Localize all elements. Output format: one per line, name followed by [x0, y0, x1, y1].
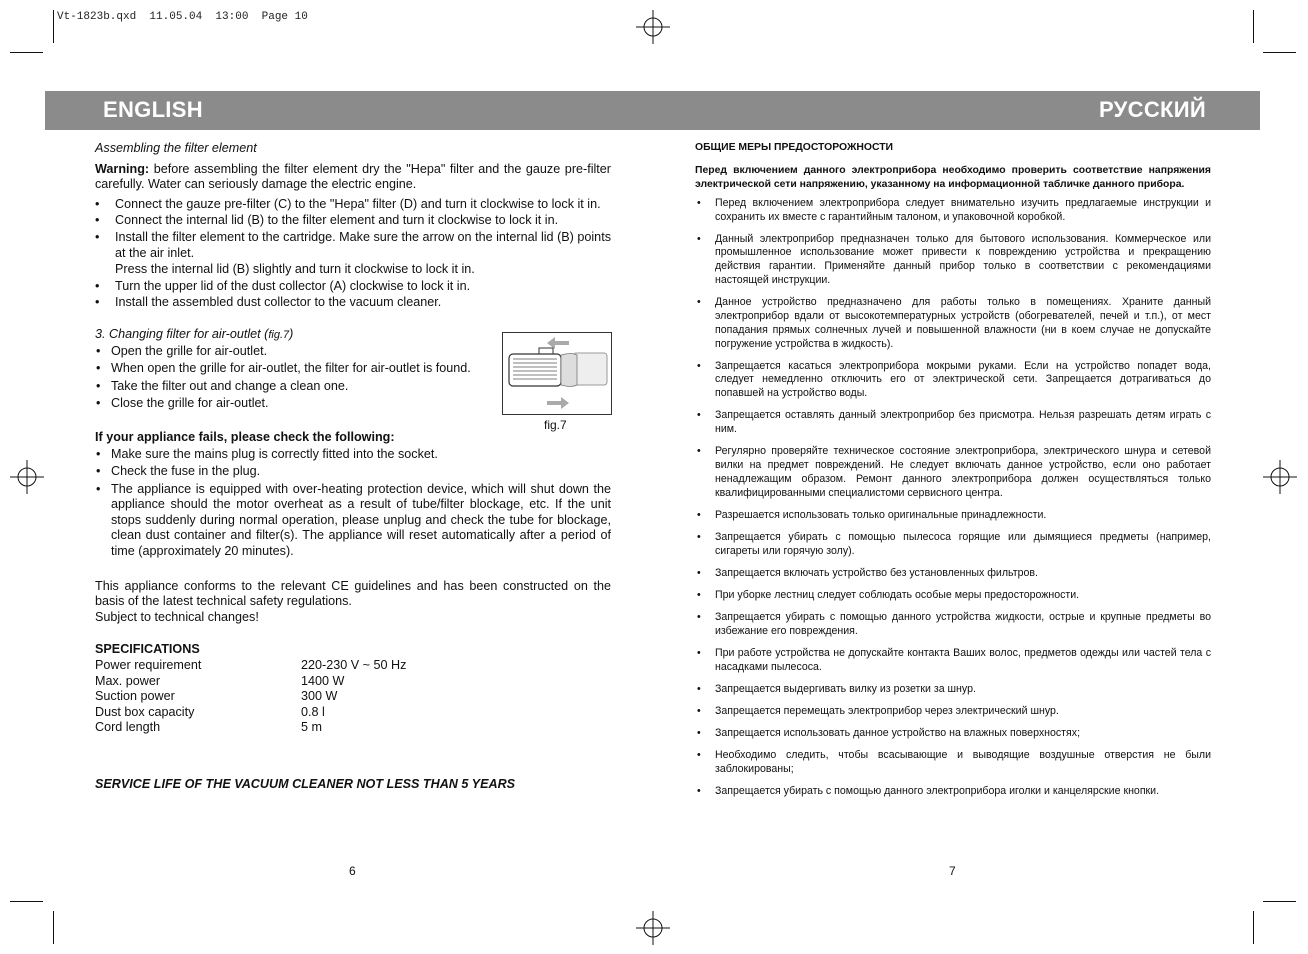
list-item: • Make sure the mains plug is correctly fitted into the socket.: [95, 447, 611, 463]
fails-steps: [95, 447, 611, 560]
list-item: • Запрещается убирать с помощью данного устройства жидкости, острые и крупные предметы во избежание его повреждения.: [695, 611, 1211, 639]
crop-mark: [1253, 911, 1254, 944]
registration-mark-left: [10, 460, 44, 494]
spec-value: 1400 W: [301, 673, 345, 688]
crop-mark: [10, 52, 43, 53]
list-item: • Запрещается выдергивать вилку из розетки за шнур.: [695, 683, 1211, 697]
figure-caption: fig.7: [544, 418, 567, 432]
fails-title: If your appliance fails, please check the following:: [95, 429, 395, 444]
list-item: • Запрещается использовать данное устройство на влажных поверхностях;: [695, 727, 1211, 741]
print-slug: Vt-1823b.qxd 11.05.04 13:00 Page 10: [57, 11, 308, 23]
header-russian: РУССКИЙ: [1099, 97, 1206, 122]
page-number-left: 6: [349, 864, 356, 878]
list-item: • Регулярно проверяйте техническое состояние электроприбора, электрического шнура и сетевой вилки на предмет повреждений. Не следует включать данное устройство, если оно работает ненадлежащим образом. Ремонт данного электроприбора должен осуществляться только квалифицированными специалистоми сервисного центра.: [695, 445, 1211, 500]
conformity-text: This appliance conforms to the relevant CE guidelines and has been constructed on the basis of the latest technical safety regulations.: [95, 578, 611, 609]
list-item: • Перед включением электроприбора следует внимательно изучить предлагаемые инструкции и сохранить их вместе с гарантийным талоном, и упаковочной коробкой.: [695, 197, 1211, 225]
filter-illustration: [503, 333, 611, 414]
registration-mark-top: [636, 10, 670, 44]
list-item: • Connect the gauze pre-filter (C) to the "Hepa" filter (D) and turn it clockwise to lock it in.: [95, 197, 611, 213]
changing-title-text: 3. Changing filter for air-outlet (: [95, 326, 269, 341]
russian-column: [695, 141, 1211, 807]
table-row: [95, 720, 406, 736]
header-english: ENGLISH: [103, 97, 203, 122]
spec-value: 0.8 l: [301, 704, 325, 719]
list-item: • Разрешается использовать только оригинальные принадлежности.: [695, 509, 1211, 523]
spec-title: SPECIFICATIONS: [95, 642, 200, 657]
crop-mark: [1253, 10, 1254, 43]
changing-steps: [95, 344, 495, 412]
figure-7: [502, 332, 612, 415]
spec-value: 220-230 V ~ 50 Hz: [301, 658, 407, 673]
table-row: [95, 674, 406, 690]
language-banner: [45, 91, 1260, 130]
list-item: • Запрещается оставлять данный электроприбор без присмотра. Нельзя разрешать детям играть с ним.: [695, 409, 1211, 437]
list-item: • Install the filter element to the cartridge. Make sure the arrow on the internal lid (B) points at the air inlet.: [95, 230, 611, 261]
spec-label: Power requirement: [95, 658, 202, 673]
subject-text: Subject to technical changes!: [95, 609, 259, 624]
crop-mark: [10, 901, 43, 902]
list-item: • Запрещается касаться электроприбора мокрыми руками. Если на устройство попадет вода, следует немедленно отключить его от электрической сети. Запрещается дотрагиваться до попавшей на устройство воды.: [695, 360, 1211, 401]
crop-mark: [1263, 901, 1296, 902]
crop-mark: [1263, 52, 1296, 53]
list-item: • Необходимо следить, чтобы всасывающие и выводящие воздушные отверстия не были заблокированы;: [695, 749, 1211, 777]
registration-mark-bottom: [636, 911, 670, 945]
changing-title-close: ): [289, 326, 294, 341]
assembling-steps: [95, 197, 611, 261]
list-item: • Запрещается включать устройство без установленных фильтров.: [695, 567, 1211, 581]
page-number-right: 7: [949, 864, 956, 878]
assembling-steps-2: [95, 279, 611, 311]
crop-mark: [53, 10, 54, 43]
ru-precautions-list: [695, 197, 1211, 799]
ru-title: ОБЩИЕ МЕРЫ ПРЕДОСТОРОЖНОСТИ: [695, 142, 894, 153]
list-item: • Take the filter out and change a clean one.: [95, 379, 495, 395]
list-item: • Open the grille for air-outlet.: [95, 344, 495, 360]
table-row: [95, 689, 406, 705]
spec-table: [95, 658, 406, 736]
list-item: • При уборке лестниц следует соблюдать особые меры предосторожности.: [695, 589, 1211, 603]
spec-label: Suction power: [95, 689, 175, 704]
list-item: • Connect the internal lid (B) to the filter element and turn it clockwise to lock it in.: [95, 213, 611, 229]
list-item: • При работе устройства не допускайте контакта Ваших волос, предметов одежды или частей тела с насадками пылесоса.: [695, 647, 1211, 675]
list-item: • Install the assembled dust collector to the vacuum cleaner.: [95, 295, 611, 311]
warning-label: Warning:: [95, 161, 150, 176]
spec-label: Cord length: [95, 720, 161, 735]
service-life: SERVICE LIFE OF THE VACUUM CLEANER NOT LESS THAN 5 YEARS: [95, 777, 516, 791]
ru-intro: Перед включением данного электроприбора необходимо проверить соответствие напряжения электрической сети напряжению, указанному на информационной табличке данного прибора.: [695, 164, 1211, 190]
list-item: • Close the grille for air-outlet.: [95, 396, 495, 412]
list-item: • The appliance is equipped with over-heating protection device, which will shut down the appliance should the motor overheat as a result of tube/filter blockage, etc. If the unit stops suddenly during normal operation, please unplug and check the tube for blockage, clean dust container and filter(s). The appliance will reset automatically after a period of time (approximately 20 minutes).: [95, 482, 611, 560]
spec-value: 5 m: [301, 720, 322, 735]
assembling-note: Press the internal lid (B) slightly and turn it clockwise to lock it in.: [115, 262, 475, 277]
warning-paragraph: [95, 162, 611, 193]
list-item: • When open the grille for air-outlet, the filter for air-outlet is found.: [95, 361, 495, 377]
table-row: [95, 705, 406, 721]
english-column: [95, 141, 611, 793]
list-item: • Данный электроприбор предназначен только для бытового использования. Коммерческое или промышленное использование может привести к повреждению устройства и прекращению действия гарантии. Применяйте данный прибор только в соответствии с рекомендациями настоящей инструкции.: [695, 233, 1211, 288]
list-item: • Запрещается убирать с помощью данного электроприбора иголки и канцелярские кнопки.: [695, 785, 1211, 799]
spec-value: 300 W: [301, 689, 338, 704]
list-item: • Запрещается перемещать электроприбор через электрический шнур.: [695, 705, 1211, 719]
changing-title-fig: fig.7: [268, 328, 290, 341]
warning-text: before assembling the filter element dry the "Hepa" filter and the gauze pre-filter carefully. Water can seriously damage the electric engine.: [95, 161, 611, 192]
assembling-title: Assembling the filter element: [95, 141, 257, 155]
table-row: [95, 658, 406, 674]
list-item: • Check the fuse in the plug.: [95, 464, 611, 480]
list-item: • Turn the upper lid of the dust collector (A) clockwise to lock it in.: [95, 279, 611, 295]
list-item: • Запрещается убирать с помощью пылесоса горящие или дымящиеся предметы (например, сигареты или горячую золу).: [695, 531, 1211, 559]
list-item: • Данное устройство предназначено для работы только в помещениях. Храните данный электроприбор вдали от высокотемпературных устройств (обогревателей, печей и т.п.), от мест попадания прямых солнечных лучей и повышенной влажности (ни в коем случае не допускайте погружение устройства в жидкость).: [695, 296, 1211, 351]
crop-mark: [53, 911, 54, 944]
spec-label: Dust box capacity: [95, 704, 195, 719]
registration-mark-right: [1263, 460, 1297, 494]
spec-label: Max. power: [95, 673, 161, 688]
